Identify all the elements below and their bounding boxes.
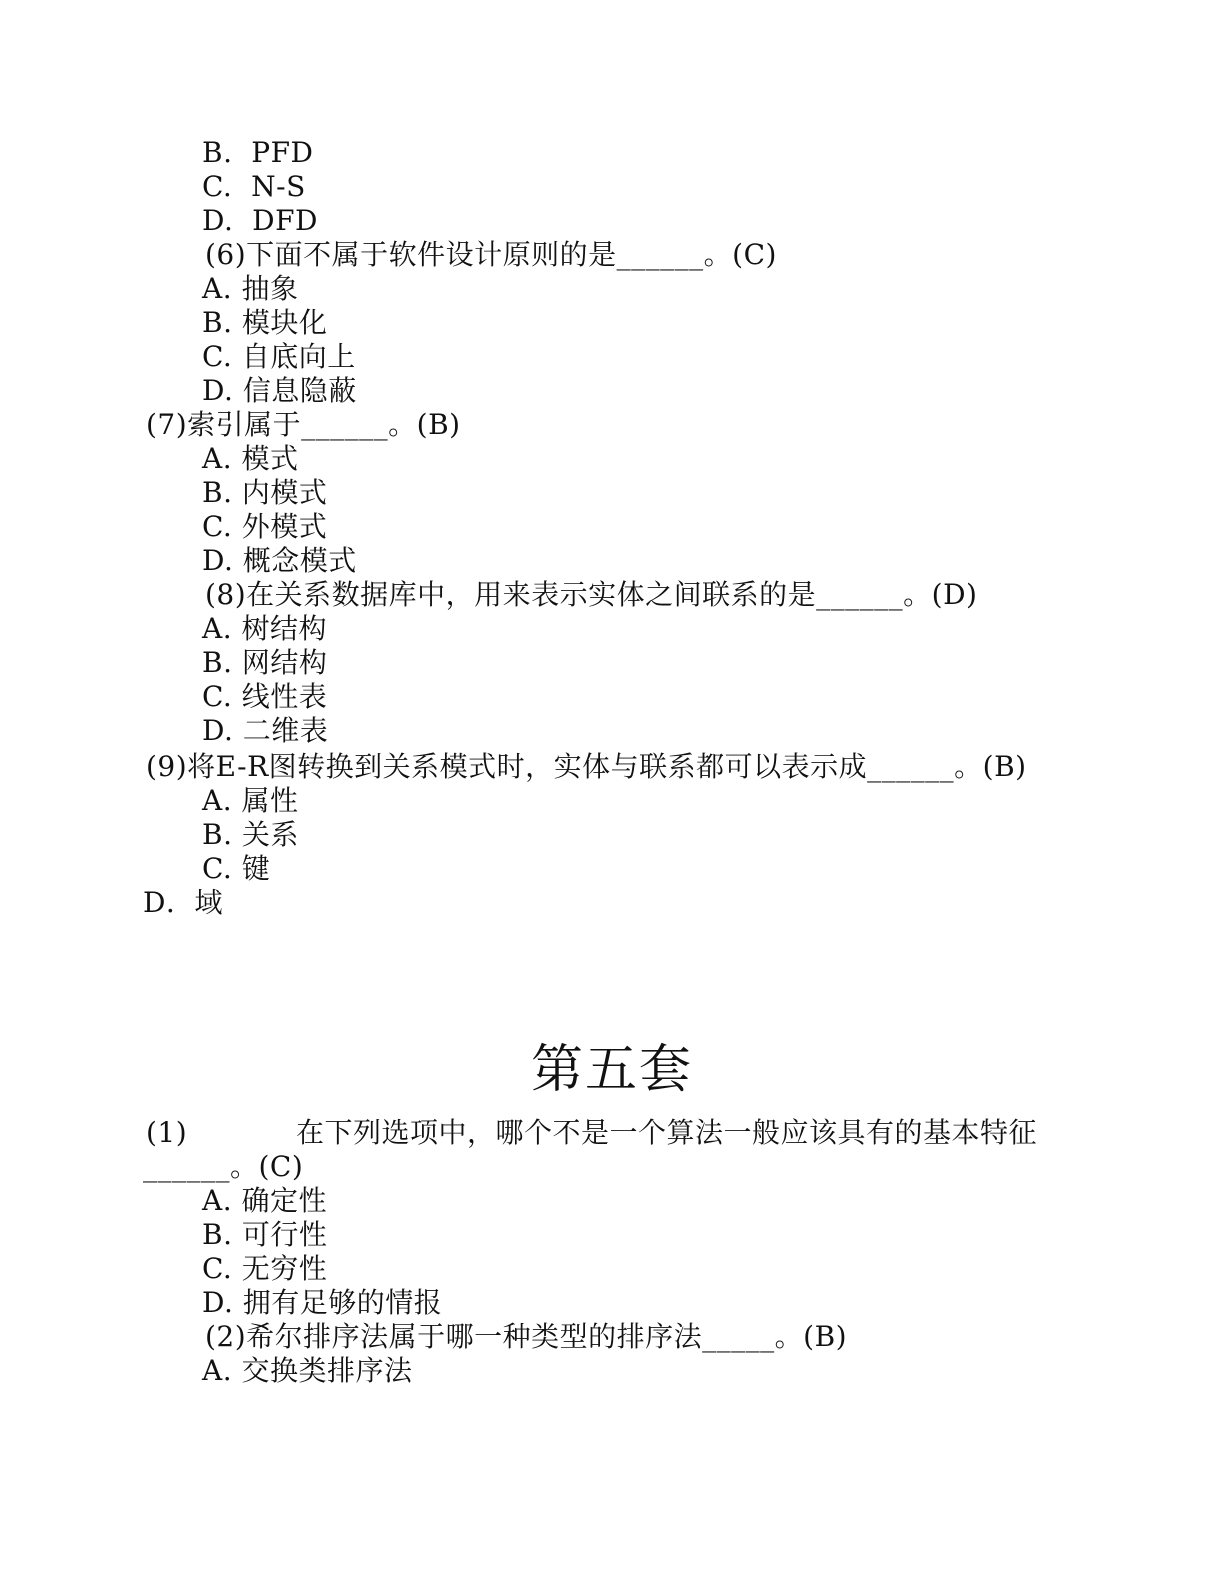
option-q5-c: C. N-S — [202, 170, 306, 203]
question-9: (9)将E-R图转换到关系模式时，实体与联系都可以表示成______。(B) — [146, 750, 1027, 783]
question-1-tail: ______。(C) — [143, 1150, 304, 1183]
question-1-number: (1) — [146, 1116, 188, 1149]
option-q7-d: D. 概念模式 — [202, 544, 357, 577]
question-6: (6)下面不属于软件设计原则的是______。(C) — [205, 238, 777, 271]
option-q9-b: B. 关系 — [202, 818, 299, 851]
option-s5q1-a: A. 确定性 — [202, 1184, 328, 1217]
option-q7-b: B. 内模式 — [202, 476, 328, 509]
option-q9-c: C. 键 — [202, 852, 271, 885]
question-8: (8)在关系数据库中，用来表示实体之间联系的是______。(D) — [205, 578, 978, 611]
option-q9-a: A. 属性 — [202, 784, 299, 817]
option-s5q1-c: C. 无穷性 — [202, 1252, 328, 1285]
option-q8-d: D. 二维表 — [202, 714, 329, 747]
option-q6-c: C. 自底向上 — [202, 340, 356, 373]
option-s5q1-d: D. 拥有足够的情报 — [202, 1286, 443, 1319]
question-1-text: 在下列选项中，哪个不是一个算法一般应该具有的基本特征 — [296, 1116, 1038, 1149]
option-q5-b: B. PFD — [202, 136, 314, 169]
option-q6-a: A. 抽象 — [202, 272, 299, 305]
question-7: (7)索引属于______。(B) — [146, 408, 461, 441]
option-q5-d: D. DFD — [202, 204, 318, 237]
option-s5q2-a: A. 交换类排序法 — [202, 1354, 413, 1387]
option-q9-d: D．域 — [143, 886, 223, 919]
option-q7-c: C. 外模式 — [202, 510, 328, 543]
section-title: 第五套 — [530, 1040, 693, 1100]
option-q8-c: C. 线性表 — [202, 680, 328, 713]
question-2: (2)希尔排序法属于哪一种类型的排序法_____。(B) — [205, 1320, 848, 1353]
option-q6-b: B. 模块化 — [202, 306, 328, 339]
option-s5q1-b: B. 可行性 — [202, 1218, 328, 1251]
option-q6-d: D. 信息隐蔽 — [202, 374, 357, 407]
option-q8-a: A. 树结构 — [202, 612, 328, 645]
option-q7-a: A. 模式 — [202, 442, 299, 475]
option-q8-b: B. 网结构 — [202, 646, 328, 679]
